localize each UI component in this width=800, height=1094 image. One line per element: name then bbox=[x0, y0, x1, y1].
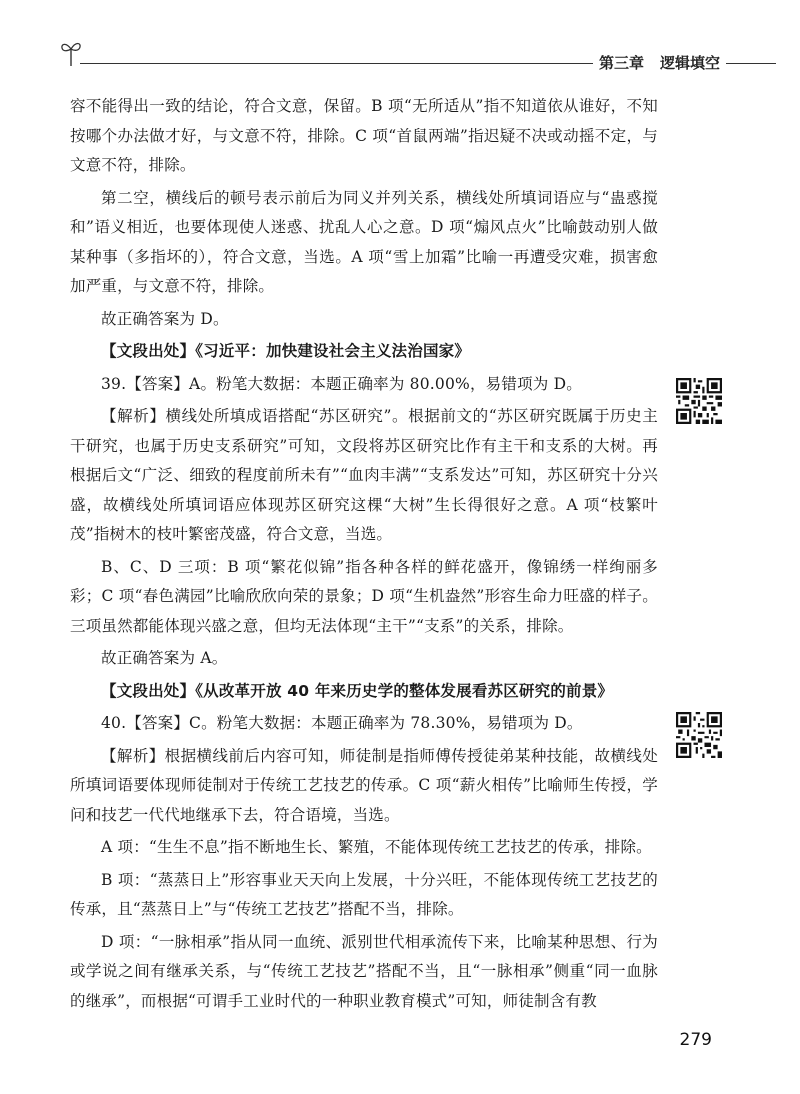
source-line: 【文段出处】《习近平：加快建设社会主义法治国家》 bbox=[101, 342, 471, 360]
qr-code-icon[interactable] bbox=[676, 378, 722, 424]
analysis-paragraph: 【解析】根据横线前后内容可知，师徒制是指师傅传授徒弟某种技能，故横线处所填词语要体现师徒制对于传统工艺技艺的传承。C 项“薪火相传”比喻师生传授，学问和技艺一代代地继承下去，符合语境，当选。 bbox=[70, 746, 658, 824]
qr-code-icon[interactable] bbox=[676, 712, 722, 758]
answer-line: 39.【答案】A。粉笔大数据：本题正确率为 80.00%，易错项为 D。 bbox=[101, 374, 582, 393]
page-header bbox=[60, 36, 776, 76]
paragraph: 故正确答案为 D。 bbox=[101, 309, 229, 328]
source-line: 【文段出处】《从改革开放 40 年来历史学的整体发展看苏区研究的前景》 bbox=[101, 681, 614, 700]
paragraph: B、C、D 三项：B 项“繁花似锦”指各种各样的鲜花盛开，像锦绣一样绚丽多彩；C 项“春色满园”比喻欣欣向荣的景象；D 项“生机盎然”形容生命力旺盛的样子。三项虽然都能体现兴盛之意，但均无法体现“主干”“支系”的关系，排除。 bbox=[70, 557, 658, 635]
page-number: 279 bbox=[679, 1030, 712, 1050]
paragraph: D 项：“一脉相承”指从同一血统、派别世代相承流传下来，比喻某种思想、行为或学说之间有继承关系，与“传统工艺技艺”搭配不当，且“一脉相承”侧重“同一血脉的继承”，而根据“可谓手工业时代的一种职业教育模式”可知，师徒制含有教 bbox=[70, 932, 658, 1010]
paragraph: 故正确答案为 A。 bbox=[101, 649, 228, 667]
paragraph: 容不能得出一致的结论，符合文意，保留。B 项“无所适从”指不知道依从谁好，不知按哪个办法做才好，与文意不符，排除。C 项“首鼠两端”指迟疑不决或动摇不定，与文意不符，排除。 bbox=[70, 97, 658, 174]
paragraph: A 项：“生生不息”指不断地生长、繁殖，不能体现传统工艺技艺的传承，排除。 bbox=[101, 838, 652, 856]
chapter-label: 第三章 bbox=[598, 54, 644, 72]
analysis-paragraph: 【解析】横线处所填成语搭配“苏区研究”。根据前文的“苏区研究既属于历史主干研究，也属于历史支系研究”可知，文段将苏区研究比作有主干和支系的大树。再根据后文“广泛、细致的程度前所未有”“血肉丰满”“支系发达”可知，苏区研究十分兴盛，故横线处所填词语应体现苏区研究这棵“大树”生长得很好之意。A 项“枝繁叶茂”指树木的枝叶繁密茂盛，符合文意，当选。 bbox=[70, 407, 658, 543]
page-body bbox=[70, 92, 658, 1019]
paragraph: 第二空，横线后的顿号表示前后为同义并列关系，横线处所填词语应与“蛊惑搅和”语义相近，也要体现使人迷惑、扰乱人心之意。D 项“煽风点火”比喻鼓动别人做某种事（多指坏的），符合文意，当选。A 项“雪上加霜”比喻一再遭受灾难，损害愈加严重，与文意不符，排除。 bbox=[70, 188, 658, 295]
chapter-tag bbox=[593, 52, 726, 73]
section-label: 逻辑填空 bbox=[659, 54, 720, 72]
answer-line: 40.【答案】C。粉笔大数据：本题正确率为 78.30%，易错项为 D。 bbox=[101, 714, 583, 732]
paragraph: B 项：“蒸蒸日上”形容事业天天向上发展，十分兴旺，不能体现传统工艺技艺的传承，且“蒸蒸日上”与“传统工艺技艺”搭配不当，排除。 bbox=[70, 870, 658, 918]
sprout-icon bbox=[60, 38, 82, 68]
